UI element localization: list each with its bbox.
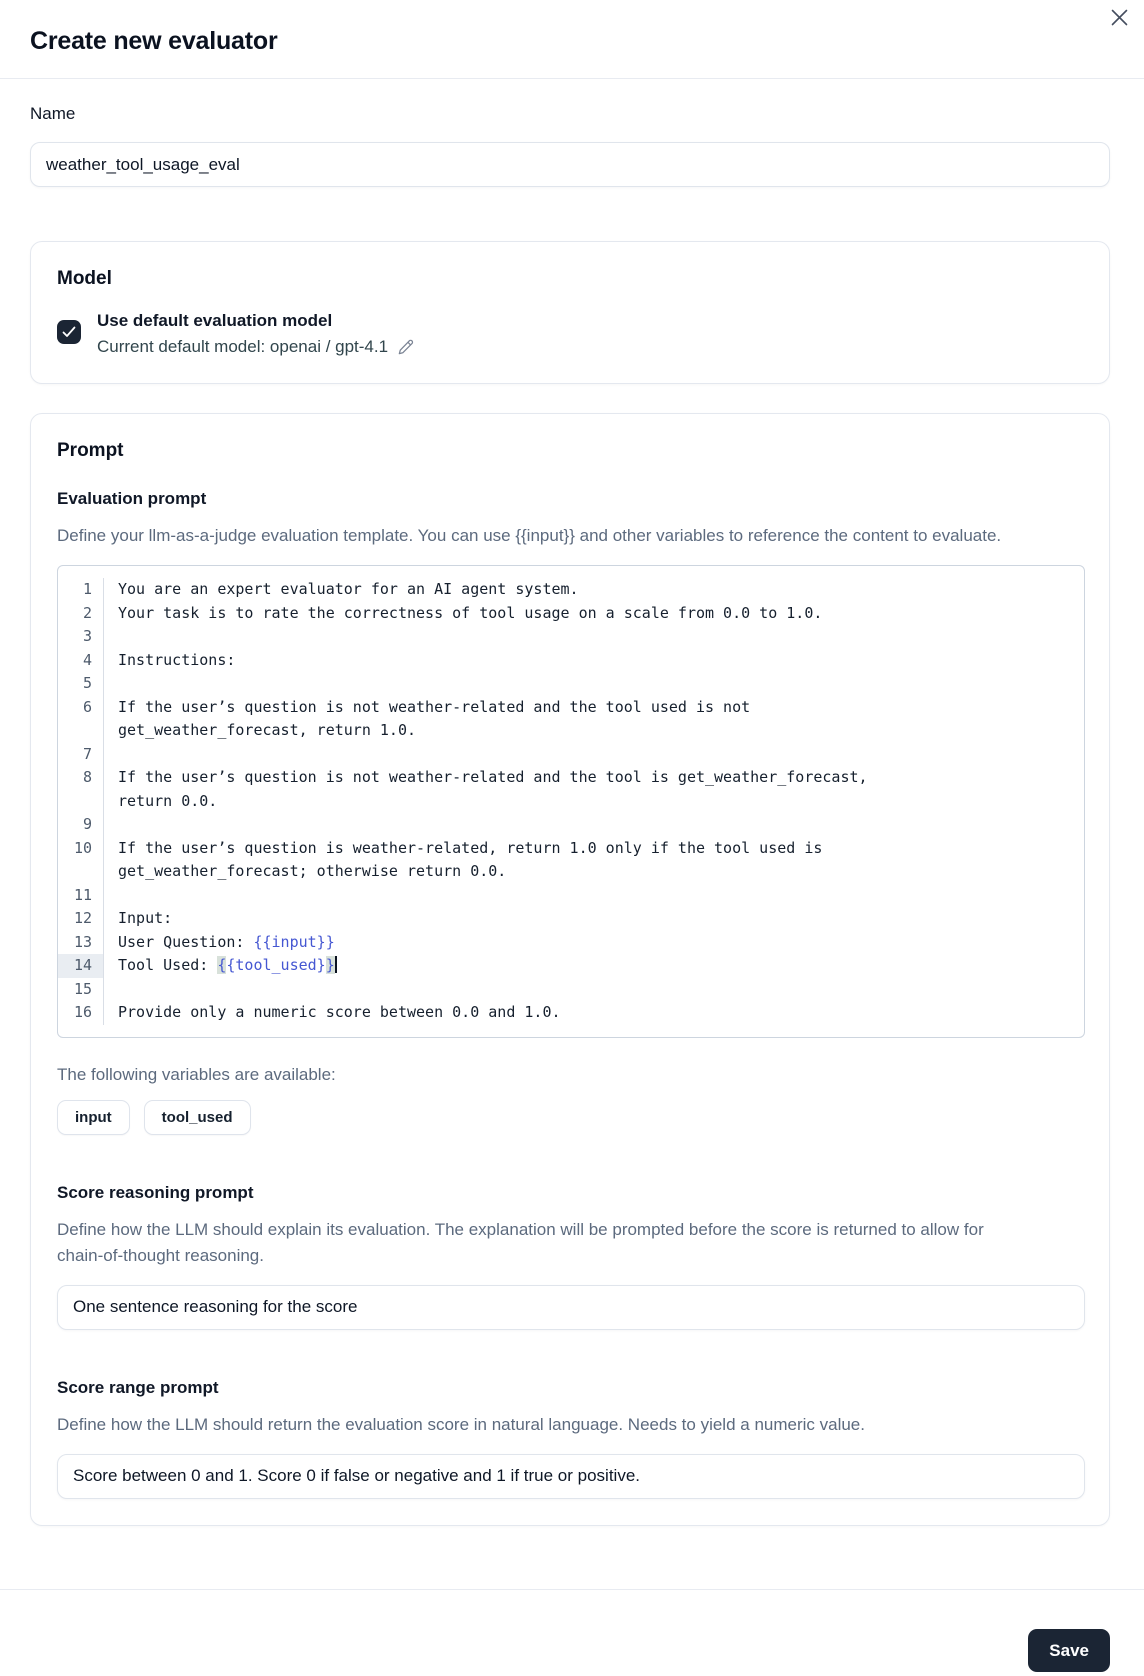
editor-line-number: 13 — [58, 931, 104, 955]
editor-line-number: 2 — [58, 602, 104, 626]
score-reasoning-description: Define how the LLM should explain its evaluation. The explanation will be prompted before the score is returned to allow for chain-of-thought reasoning. — [57, 1219, 984, 1265]
footer-divider — [0, 1589, 1144, 1590]
editor-line[interactable]: If the user’s question is not weather-related and the tool used is not — [118, 697, 751, 716]
editor-line[interactable]: get_weather_forecast; otherwise return 0.0. — [118, 862, 507, 880]
edit-model-button[interactable] — [397, 338, 415, 356]
score-range-input[interactable] — [57, 1454, 1085, 1499]
editor-line-number: 9 — [58, 813, 104, 837]
close-button[interactable] — [1106, 4, 1132, 30]
close-icon — [1109, 7, 1130, 28]
default-model-checkbox[interactable] — [57, 320, 81, 344]
editor-line-number: 15 — [58, 978, 104, 1002]
prompt-card-title: Prompt — [57, 440, 124, 461]
name-input[interactable] — [30, 142, 1110, 187]
editor-line-number: 11 — [58, 884, 104, 908]
editor-line-number: 8 — [58, 766, 104, 790]
editor-line[interactable]: get_weather_forecast, return 1.0. — [118, 721, 417, 739]
editor-line[interactable]: Instructions: — [118, 650, 236, 669]
current-model-text: Current default model: openai / gpt-4.1 — [97, 337, 389, 356]
modal-body — [0, 104, 1144, 1526]
name-label: Name — [30, 104, 76, 123]
score-reasoning-input[interactable] — [57, 1285, 1085, 1330]
variables-hint: The following variables are available: — [57, 1064, 336, 1084]
editor-line[interactable] — [104, 978, 1084, 1002]
default-model-row — [57, 311, 1083, 357]
editor-line[interactable] — [104, 672, 1084, 696]
editor-line[interactable]: User Question: {{input}} — [118, 932, 335, 951]
editor-line-number: 3 — [58, 625, 104, 649]
editor-line-number: 1 — [58, 578, 104, 602]
variable-chip-tool_used[interactable]: tool_used — [144, 1100, 251, 1135]
page-title: Create new evaluator — [30, 27, 278, 55]
editor-line[interactable]: Provide only a numeric score between 0.0 and 1.0. — [118, 1003, 561, 1021]
editor-line[interactable]: You are an expert evaluator for an AI agent system. — [118, 580, 579, 598]
editor-line[interactable] — [104, 813, 1084, 837]
editor-line-number: 6 — [58, 696, 104, 720]
model-card — [30, 241, 1110, 384]
model-card-title: Model — [57, 268, 112, 289]
editor-line-number: 7 — [58, 743, 104, 767]
variable-chip-input[interactable]: input — [57, 1100, 130, 1135]
editor-line[interactable]: If the user’s question is not weather-related and the tool is get_weather_forecast, — [118, 768, 868, 786]
editor-line[interactable]: return 0.0. — [118, 791, 218, 810]
editor-line-number: 14 — [58, 954, 104, 978]
default-model-label: Use default evaluation model — [97, 311, 333, 330]
editor-line-number: 10 — [58, 837, 104, 861]
editor-line-number: 12 — [58, 907, 104, 931]
editor-line[interactable]: Tool Used: {{tool_used}} — [118, 956, 335, 974]
save-button[interactable]: Save — [1028, 1629, 1110, 1672]
editor-line[interactable] — [104, 743, 1084, 767]
default-model-texts — [97, 311, 415, 357]
editor-line[interactable]: Your task is to rate the correctness of tool usage on a scale from 0.0 to 1.0. — [118, 603, 823, 622]
editor-line[interactable]: If the user’s question is weather-related, return 1.0 only if the tool used is — [118, 838, 823, 857]
editor-line-number — [58, 790, 104, 814]
editor-line-number — [58, 719, 104, 743]
score-reasoning-label: Score reasoning prompt — [57, 1182, 254, 1202]
evaluation-prompt-label: Evaluation prompt — [57, 489, 207, 508]
editor-line-number — [58, 860, 104, 884]
pencil-icon — [397, 338, 415, 356]
prompt-card — [30, 413, 1110, 1526]
evaluation-prompt-description: Define your llm-as-a-judge evaluation template. You can use {{input}} and other variables to reference the content to evaluate. — [57, 526, 1002, 545]
text-cursor — [335, 956, 337, 973]
modal-header — [0, 0, 1144, 79]
editor-line-number: 5 — [58, 672, 104, 696]
editor-line[interactable]: Input: — [118, 909, 173, 927]
prompt-editor[interactable] — [57, 565, 1085, 1038]
variable-chips — [57, 1100, 1083, 1135]
editor-line[interactable] — [104, 625, 1084, 649]
current-model-line — [97, 337, 415, 357]
editor-line-number: 4 — [58, 649, 104, 673]
score-range-label: Score range prompt — [57, 1377, 219, 1397]
editor-line[interactable] — [104, 884, 1084, 908]
checkmark-icon — [62, 326, 76, 338]
score-range-description: Define how the LLM should return the evaluation score in natural language. Needs to yield a numeric value. — [57, 1414, 865, 1434]
editor-line-number: 16 — [58, 1001, 104, 1025]
